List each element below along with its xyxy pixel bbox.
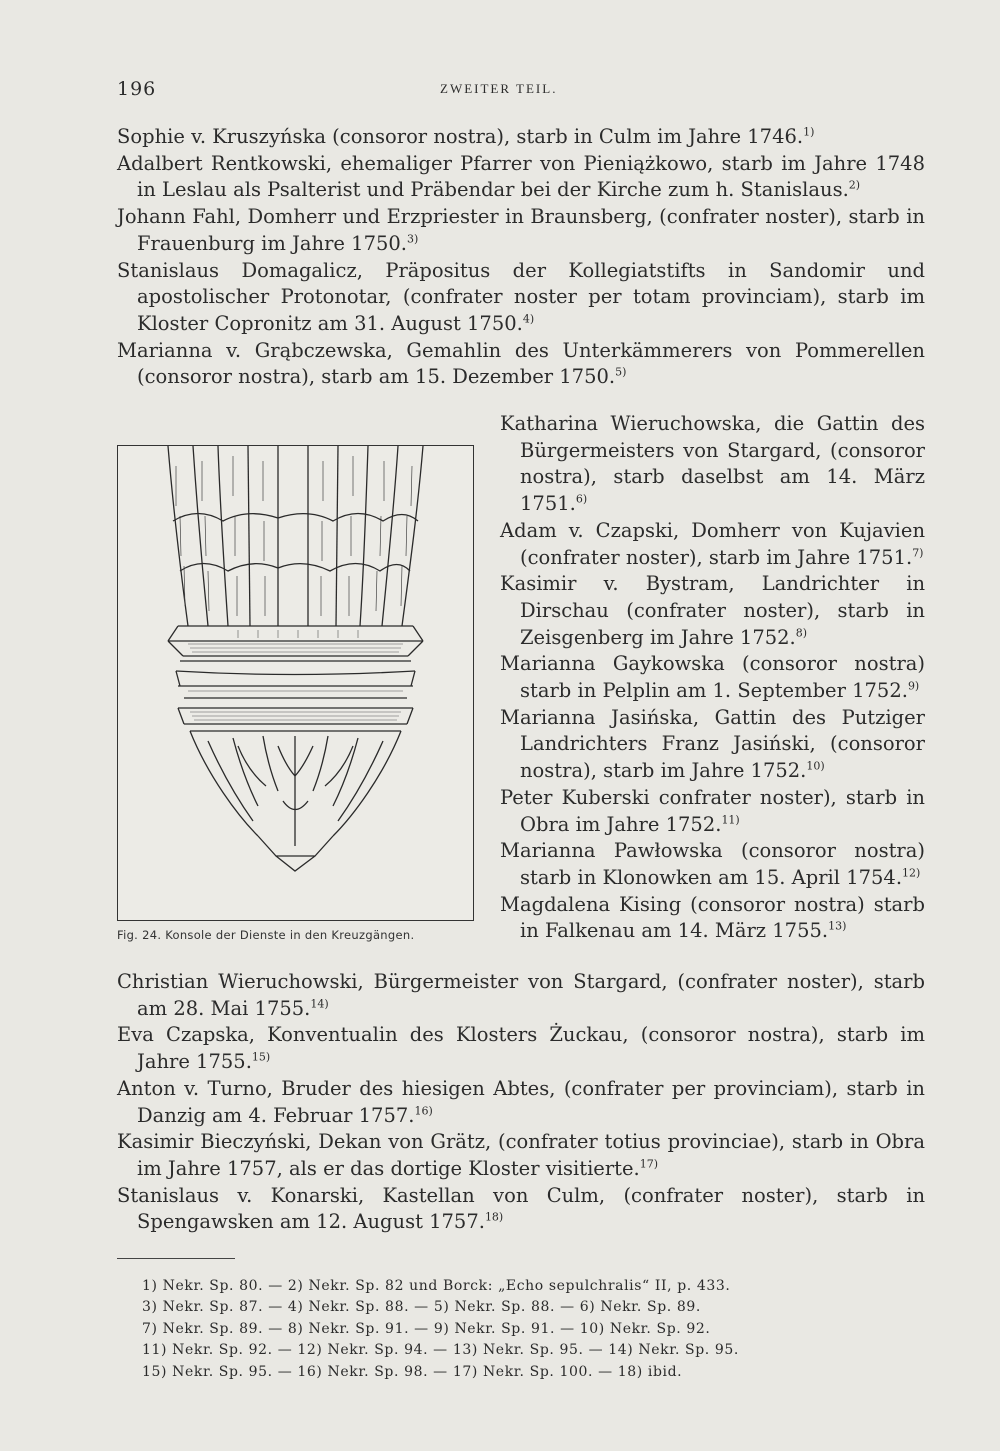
footnote-ref: 10) — [806, 759, 825, 773]
entry: Sophie v. Kruszyńska (consoror nostra), starb in Culm im Jahre 1746.$^{1)}$ — [117, 125, 815, 148]
entry: Adam v. Czapski, Domherr von Kujavien (confrater noster), starb im Jahre 1751.$^{7)}$ — [500, 518, 925, 569]
footnote-ref: 7) — [912, 546, 924, 560]
entry: Christian Wieruchowski, Bürgermeister von Stargard, (confrater noster), starb am 28. Mai 1755.$^{14)}$ — [117, 970, 925, 1020]
footnote-ref: 9) — [907, 679, 920, 693]
footnote-line: 7) Nekr. Sp. 89. — 8) Nekr. Sp. 91. — 9) Nekr. Sp. 91. — 10) Nekr. Sp. 92. — [142, 1320, 711, 1337]
figure-console-illustration — [117, 445, 474, 921]
entry: Magdalena Kising (consoror nostra) starb in Falkenau am 14. März 1755.$^{13)}$ — [500, 892, 925, 943]
footnote-ref: 18) — [484, 1210, 504, 1224]
entry: Stanislaus v. Konarski, Kastellan von Culm, (confrater noster), starb in Spengawsken am 12. August 1757.$^{18)}$ — [117, 1183, 925, 1234]
entry: Kasimir Bieczyński, Dekan von Grätz, (confrater totius provinciae), starb in Obra im Jahre 1757, als er das dortige Kloster visitierte.$^{17)}$ — [117, 1130, 925, 1180]
footnote-ref: 16) — [414, 1104, 433, 1118]
footnote-ref: 11) — [721, 813, 740, 827]
footnote-line: 1) Nekr. Sp. 80. — 2) Nekr. Sp. 82 und Borck: „Echo sepulchralis“ II, p. 433. — [142, 1278, 731, 1294]
footnote-divider — [117, 1258, 235, 1259]
entries-bottom — [117, 969, 925, 1236]
entry: Peter Kuberski confrater noster), starb in Obra im Jahre 1752.$^{11)}$ — [500, 785, 925, 836]
page-header — [0, 78, 1000, 108]
entries-top — [117, 124, 925, 391]
entries-beside-figure — [500, 411, 925, 945]
footnote-ref: 4) — [522, 312, 535, 326]
footnote-ref: 13) — [828, 919, 847, 933]
footnote-ref: 17) — [639, 1157, 659, 1171]
footnote-line: 11) Nekr. Sp. 92. — 12) Nekr. Sp. 94. — 13) Nekr. Sp. 95. — 14) Nekr. Sp. 95. — [142, 1342, 739, 1359]
entry: Marianna Jasińska, Gattin des Putziger Landrichters Franz Jasiński, (consoror nostra), starb im Jahre 1752.$^{10)}$ — [500, 705, 925, 783]
footnote-ref: 8) — [795, 626, 808, 640]
entry: Johann Fahl, Domherr und Erzpriester in Braunsberg, (confrater noster), starb in Frauenburg im Jahre 1750.$^{3)}$ — [117, 205, 925, 255]
footnote-ref: 1) — [803, 125, 815, 139]
entry: Katharina Wieruchowska, die Gattin des Bürgermeisters von Stargard, (consoror nostra), starb daselbst am 14. März 1751.$^{6)}$ — [500, 412, 925, 516]
corbel-drawing — [118, 446, 473, 920]
entry: Eva Czapska, Konventualin des Klosters Żuckau, (consoror nostra), starb im Jahre 1755.$^{15)}$ — [117, 1023, 925, 1074]
entry: Marianna Pawłowska (consoror nostra) starb in Klonowken am 15. April 1754.$^{12)}$ — [500, 839, 925, 889]
entry: Stanislaus Domagalicz, Präpositus der Kollegiatstifts in Sandomir und apostolischer Protonotar, (confrater noster per totam provinciam), starb im Kloster Copronitz am 31. August 1750.$^{4)}$ — [117, 258, 925, 335]
footnotes — [142, 1276, 862, 1383]
footnote-line: 15) Nekr. Sp. 95. — 16) Nekr. Sp. 98. — 17) Nekr. Sp. 100. — 18) ibid. — [142, 1363, 683, 1380]
entry: Kasimir v. Bystram, Landrichter in Dirschau (confrater noster), starb in Zeisgenberg im Jahre 1752.$^{8)}$ — [500, 572, 925, 649]
footnote-ref: 6) — [575, 492, 588, 506]
footnote-line: 3) Nekr. Sp. 87. — 4) Nekr. Sp. 88. — 5) Nekr. Sp. 88. — 6) Nekr. Sp. 89. — [142, 1299, 701, 1316]
entry: Marianna v. Grąbczewska, Gemahlin des Unterkämmerers von Pommerellen (consoror nostra), starb am 15. Dezember 1750.$^{5)}$ — [117, 338, 925, 389]
entry: Adalbert Rentkowski, ehemaliger Pfarrer von Pieniążkowo, starb im Jahre 1748 in Leslau als Psalterist und Präbendar bei der Kirche zum h. Stanislaus.$^{2)}$ — [117, 151, 925, 202]
footnote-ref: 14) — [310, 997, 329, 1011]
entry: Marianna Gaykowska (consoror nostra) starb in Pelplin am 1. September 1752.$^{9)}$ — [500, 652, 925, 703]
footnote-ref: 5) — [615, 365, 627, 379]
footnote-ref: 2) — [848, 178, 861, 192]
page-number: 196 — [117, 78, 157, 100]
entry: Anton v. Turno, Bruder des hiesigen Abtes, (confrater per provinciam), starb in Danzig am 4. Februar 1757.$^{16)}$ — [117, 1076, 925, 1127]
figure-caption: Fig. 24. Konsole der Dienste in den Kreuzgängen. — [117, 928, 415, 942]
running-head: ZWEITER TEIL. — [440, 81, 558, 96]
footnote-ref: 12) — [902, 866, 921, 880]
footnote-ref: 15) — [251, 1050, 271, 1064]
footnote-ref: 3) — [407, 232, 419, 246]
